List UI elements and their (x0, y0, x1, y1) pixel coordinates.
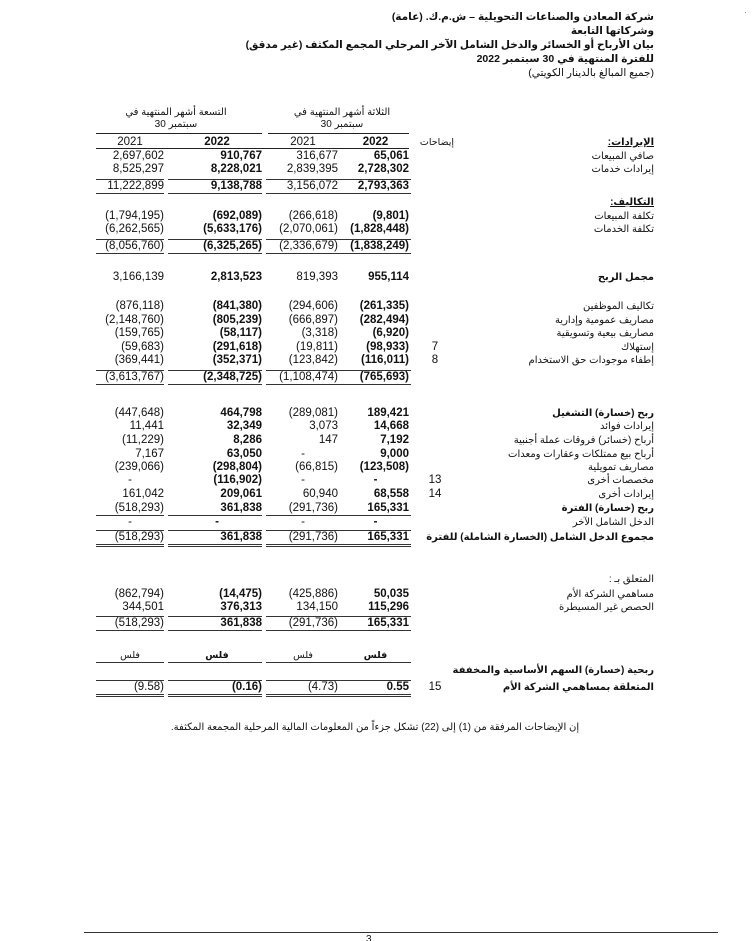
nine-months-date: 30 سبتمبر (154, 119, 198, 130)
row-value: 50,035 (373, 588, 409, 600)
row-label: أرباح بيع ممتلكات وعقارات ومعدات (508, 449, 654, 460)
row-value: 2,793,363 (357, 180, 409, 192)
row-value: 209,061 (220, 488, 262, 500)
table-row (0, 461, 754, 474)
total-rule (266, 253, 340, 254)
row-value: (8,056,760) (105, 240, 164, 252)
total-rule (168, 384, 262, 385)
row-value: 344,501 (122, 601, 164, 613)
table-row (0, 407, 754, 420)
row-label: مصاريف بيعية وتسويقية (556, 328, 654, 339)
row-value: (3,318) (301, 327, 338, 339)
total-rule (96, 179, 164, 180)
row-value: - (128, 474, 132, 486)
row-value: (841,380) (212, 300, 262, 312)
table-row (0, 573, 754, 586)
total-rule (168, 530, 262, 531)
row-note: 15 (428, 681, 442, 693)
row-value: (123,842) (288, 354, 338, 366)
row-value: 115,296 (368, 601, 409, 613)
table-row (0, 516, 754, 529)
fils-rule (168, 662, 262, 663)
three-months-rule (268, 133, 409, 134)
row-value: (1,828,448) (350, 223, 409, 235)
row-value: (159,765) (114, 327, 164, 339)
row-label: الحصص غير المسيطرة (558, 602, 654, 613)
row-value: (6,325,265) (203, 240, 262, 252)
row-label: المتعلق بـ : (608, 574, 654, 585)
row-label: ربح (خسارة) التشغيل (552, 408, 654, 419)
row-value: (58,117) (219, 327, 262, 339)
row-value: - (373, 516, 378, 528)
row-label: إطفاء موجودات حق الاستخدام (528, 355, 654, 366)
row-value: (291,736) (288, 531, 338, 543)
row-value: فلس (205, 650, 229, 661)
row-label: تكلفة المبيعات (594, 211, 654, 222)
row-value: (266,618) (288, 210, 338, 222)
total-rule (168, 546, 262, 547)
total-rule (340, 179, 411, 180)
total-rule (340, 239, 411, 240)
row-value: (3,613,767) (105, 371, 164, 383)
three-months-label: الثلاثة أشهر المنتهية في (293, 107, 391, 118)
row-value: - (215, 516, 219, 528)
row-value: 147 (318, 434, 338, 446)
table-row (0, 488, 754, 501)
nine-months-label: التسعة أشهر المنتهية في (125, 107, 227, 118)
row-note: 8 (431, 354, 439, 366)
row-value: (11,229) (122, 434, 164, 446)
three-months-date: 30 سبتمبر (320, 119, 364, 130)
row-value: 955,114 (368, 271, 409, 283)
total-rule (340, 544, 411, 545)
table-row (0, 588, 754, 601)
table-row (0, 354, 754, 367)
row-label: إيرادات أخرى (598, 489, 654, 500)
row-note: 14 (428, 488, 442, 500)
total-rule (96, 193, 164, 194)
total-rule (96, 630, 164, 631)
row-value: 464,798 (220, 407, 262, 419)
table-row (0, 271, 754, 284)
table-row (0, 240, 754, 253)
row-value: 8,286 (233, 434, 262, 446)
row-label: ربح (خسارة) الفترة (561, 503, 654, 514)
row-value: (666,897) (288, 314, 338, 326)
row-value: (19,811) (296, 341, 338, 353)
nine-months-rule (96, 133, 262, 134)
total-rule (168, 680, 262, 681)
total-rule (266, 179, 340, 180)
row-label: مخصصات أخرى (587, 475, 654, 486)
table-row (0, 502, 754, 515)
year-2022-nine: 2022 (204, 136, 230, 148)
year-2021-three: 2021 (290, 136, 316, 148)
total-rule (340, 253, 411, 254)
total-rule (96, 239, 164, 240)
table-row (0, 314, 754, 327)
row-value: (447,648) (114, 407, 164, 419)
row-value: (2,336,679) (279, 240, 338, 252)
row-value: - (128, 516, 132, 528)
row-value: (294,606) (288, 300, 338, 312)
table-row (0, 300, 754, 313)
row-label: ربحية (خسارة) السهم الأساسية والمخففة (452, 665, 654, 676)
total-rule (168, 179, 262, 180)
row-value: (352,371) (212, 354, 262, 366)
total-rule (168, 370, 262, 371)
row-label: مصاريف تمويلية (587, 462, 654, 473)
table-row (0, 196, 754, 209)
fils-rule (340, 662, 411, 663)
total-rule (266, 680, 340, 681)
row-value: (98,933) (366, 341, 409, 353)
row-value: 8,525,297 (112, 163, 164, 175)
table-row (0, 180, 754, 193)
table-row (0, 531, 754, 544)
row-value: 63,050 (226, 448, 262, 460)
row-value: 7,192 (380, 434, 409, 446)
row-value: 165,331 (367, 617, 409, 629)
total-rule (340, 694, 411, 695)
row-value: (298,804) (212, 461, 262, 473)
total-rule (96, 546, 164, 547)
row-value: (2,348,725) (203, 371, 262, 383)
row-value: (4.73) (307, 681, 338, 693)
row-value: فلس (363, 650, 388, 661)
total-rule (96, 370, 164, 371)
row-label: مجموع الدخل الشامل (الخسارة الشاملة) للفترة (426, 532, 654, 543)
row-label: الإيرادات: (607, 137, 654, 148)
total-rule (266, 193, 340, 194)
row-value: 161,042 (122, 488, 164, 500)
row-value: (9.58) (133, 681, 164, 693)
table-row (0, 150, 754, 163)
row-value: 3,166,139 (112, 271, 164, 283)
row-value: (291,618) (212, 341, 262, 353)
row-label: المتعلقة بمساهمي الشركة الأم (502, 682, 654, 693)
currency-note: (جميع المبالغ بالدينار الكويتي) (528, 67, 654, 79)
table-row (0, 601, 754, 614)
row-value: (1,108,474) (279, 371, 338, 383)
document-header (245, 10, 654, 80)
row-label: مصاريف عمومية وإدارية (554, 315, 654, 326)
table-row (0, 371, 754, 384)
row-value: 2,813,523 (210, 271, 262, 283)
row-value: (282,494) (359, 314, 409, 326)
total-rule (266, 630, 340, 631)
table-row (0, 420, 754, 433)
row-value: (291,736) (288, 502, 338, 514)
row-value: 9,138,788 (210, 180, 262, 192)
row-value: 361,838 (220, 617, 262, 629)
row-value: (6,262,565) (105, 223, 164, 235)
row-value: (518,293) (114, 531, 164, 543)
row-value: 7,167 (135, 448, 164, 460)
subsidiaries-line: وشركاتها التابعة (570, 25, 654, 37)
row-value: 361,838 (220, 502, 262, 514)
table-row (0, 223, 754, 236)
total-rule (340, 696, 411, 697)
row-label: الدخل الشامل الآخر (572, 517, 654, 528)
year-2022-three: 2022 (362, 136, 389, 148)
total-rule (340, 680, 411, 681)
total-rule (340, 384, 411, 385)
footer-note: إن الإيضاحات المرفقة من (1) إلى (22) تشكل جزءاً من المعلومات المالية المرحلية المجمعة المكثفة. (170, 722, 580, 733)
page-number: 3 (366, 934, 372, 941)
row-value: (123,508) (359, 461, 409, 473)
row-value: 361,838 (220, 531, 262, 543)
row-value: 189,421 (367, 407, 409, 419)
row-value: (291,736) (288, 617, 338, 629)
row-value: (692,089) (212, 210, 262, 222)
row-value: 11,222,899 (107, 180, 164, 192)
row-value: (518,293) (114, 502, 164, 514)
row-value: 14,668 (373, 420, 409, 432)
row-value: (1,794,195) (105, 210, 164, 222)
total-rule (168, 696, 262, 697)
table-row (0, 434, 754, 447)
table-row (0, 681, 754, 694)
row-note: 13 (428, 474, 442, 486)
table-row (0, 136, 754, 149)
total-rule (266, 544, 340, 545)
row-label: مساهمي الشركة الأم (566, 589, 654, 600)
row-label: إيرادات خدمات (591, 164, 654, 175)
row-value: (66,815) (295, 461, 338, 473)
row-value: - (301, 448, 305, 460)
row-value: 65,061 (373, 150, 409, 162)
total-rule (96, 544, 164, 545)
row-value: (6,920) (372, 327, 409, 339)
row-value: 134,150 (296, 601, 338, 613)
row-value: (14,475) (219, 588, 262, 600)
row-value: (59,683) (121, 341, 164, 353)
total-rule (266, 530, 340, 531)
row-value: 376,313 (220, 601, 262, 613)
total-rule (96, 680, 164, 681)
table-row (0, 448, 754, 461)
row-value: (289,081) (288, 407, 338, 419)
row-label: إيرادات فوائد (599, 421, 654, 432)
row-value: - (373, 474, 378, 486)
table-row (0, 474, 754, 487)
row-value: (805,239) (212, 314, 262, 326)
row-value: 68,558 (373, 488, 409, 500)
row-value: (862,794) (114, 588, 164, 600)
row-value: 910,767 (220, 150, 262, 162)
total-rule (266, 546, 340, 547)
total-rule (96, 616, 164, 617)
fils-rule (266, 662, 340, 663)
row-label: أرباح (خسائر) فروقات عملة أجنبية (513, 435, 654, 446)
row-label: صافي المبيعات (591, 151, 654, 162)
row-value: (239,066) (114, 461, 164, 473)
row-value: فلس (120, 650, 140, 661)
row-label: مجمل الربح (597, 272, 654, 283)
row-value: 2,728,302 (357, 163, 409, 175)
total-rule (266, 694, 340, 695)
table-row (0, 210, 754, 223)
total-rule (168, 253, 262, 254)
three-months-heading (268, 107, 416, 131)
row-value: 2,839,395 (286, 163, 338, 175)
total-rule (340, 616, 411, 617)
year-2021-nine: 2021 (117, 136, 143, 148)
total-rule (340, 630, 411, 631)
total-rule (266, 239, 340, 240)
row-label: التكاليف: (610, 197, 654, 208)
row-value: 60,940 (302, 488, 338, 500)
row-value: 316,677 (296, 150, 338, 162)
total-rule (96, 694, 164, 695)
row-value: 0.55 (386, 681, 409, 693)
scan-mark: · (744, 8, 747, 17)
total-rule (168, 694, 262, 695)
row-value: 819,393 (296, 271, 338, 283)
row-value: - (301, 474, 305, 486)
row-value: (116,011) (361, 354, 409, 366)
row-value: 165,331 (367, 531, 409, 543)
row-value: (518,293) (114, 617, 164, 629)
nine-months-heading (92, 107, 260, 131)
total-rule (340, 193, 411, 194)
row-value: (425,886) (288, 588, 338, 600)
total-rule (96, 530, 164, 531)
row-value: 3,073 (309, 420, 338, 432)
table-row (0, 341, 754, 354)
row-value: (116,902) (213, 474, 262, 486)
table-row (0, 163, 754, 176)
row-value: (765,693) (359, 371, 409, 383)
row-value: 9,000 (380, 448, 409, 460)
row-value: 11,441 (129, 420, 164, 432)
table-row (0, 664, 754, 677)
total-rule (340, 546, 411, 547)
row-value: (0.16) (231, 681, 262, 693)
table-row (0, 649, 754, 662)
row-value: 8,228,021 (210, 163, 262, 175)
notes-header: إيضاحات (419, 137, 455, 148)
total-rule (96, 384, 164, 385)
company-name: شركة المعادن والصناعات التحويلية – ش.م.ك. (عامة) (391, 11, 654, 23)
row-value: (5,633,176) (203, 223, 262, 235)
period-line: للفترة المنتهية في 30 سبتمبر 2022 (476, 53, 654, 65)
total-rule (266, 616, 340, 617)
table-row (0, 327, 754, 340)
total-rule (96, 696, 164, 697)
row-note: 7 (431, 341, 439, 353)
row-value: (369,441) (114, 354, 164, 366)
row-value: 2,697,602 (112, 150, 164, 162)
total-rule (266, 384, 340, 385)
statement-title: بيان الأرباح أو الخسائر والدخل الشامل الآخر المرحلي المجمع المكثف (غير مدقق) (245, 39, 654, 51)
total-rule (168, 239, 262, 240)
total-rule (168, 544, 262, 545)
row-value: 32,349 (226, 420, 262, 432)
total-rule (168, 616, 262, 617)
row-label: تكلفة الخدمات (593, 224, 654, 235)
row-label: إستهلاك (621, 342, 654, 353)
total-rule (266, 696, 340, 697)
row-value: (261,335) (359, 300, 409, 312)
row-value: (1,838,249) (350, 240, 409, 252)
total-rule (168, 630, 262, 631)
table-row (0, 617, 754, 630)
row-value: (876,118) (115, 300, 164, 312)
total-rule (340, 370, 411, 371)
row-value: 165,331 (367, 502, 409, 514)
total-rule (96, 253, 164, 254)
row-value: (2,070,061) (279, 223, 338, 235)
row-value: فلس (293, 650, 313, 661)
row-value: 3,156,072 (286, 180, 338, 192)
total-rule (266, 370, 340, 371)
page-bottom-rule (84, 932, 718, 933)
row-value: - (301, 516, 305, 528)
fils-rule (96, 662, 164, 663)
row-value: (2,148,760) (105, 314, 164, 326)
total-rule (340, 530, 411, 531)
row-value: (9,801) (372, 210, 409, 222)
total-rule (168, 193, 262, 194)
row-label: تكاليف الموظفين (583, 301, 654, 312)
